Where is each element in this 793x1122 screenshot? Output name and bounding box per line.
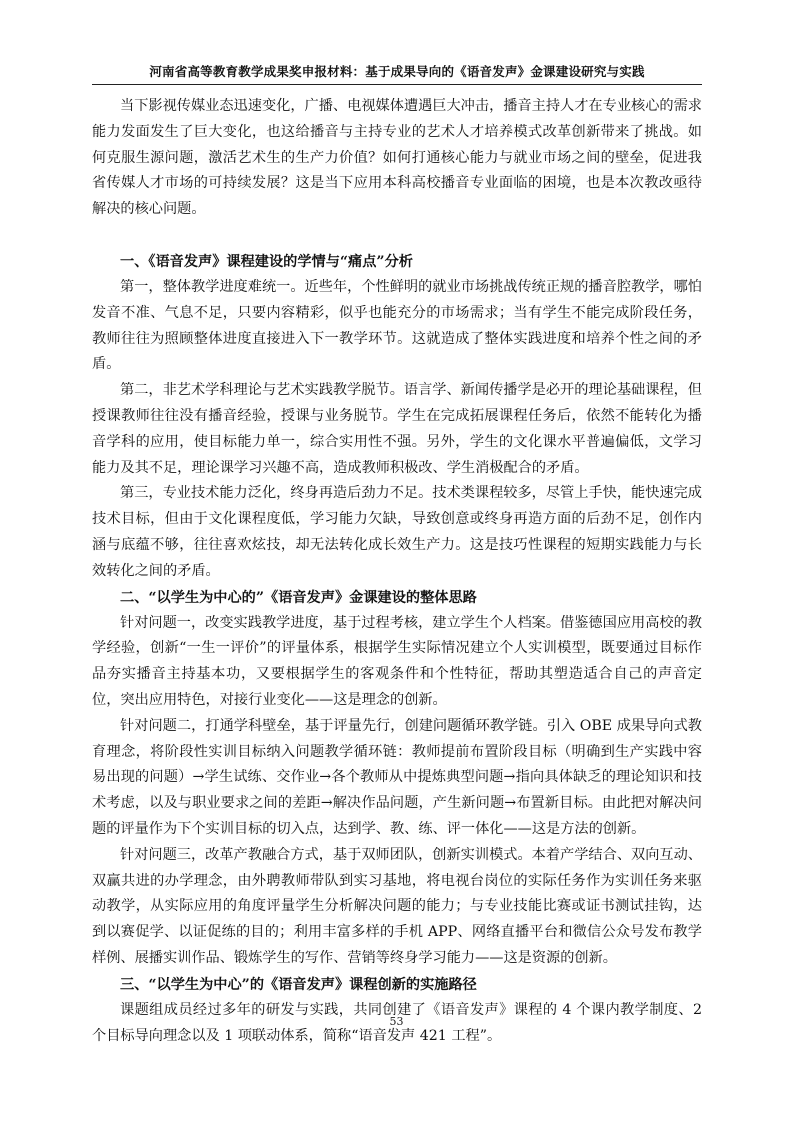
section-3-paragraph-1: 课题组成员经过多年的研发与实践，共同创建了《语音发声》课程的 4 个课内教学制度、2 个目标导向理念以及 1 项联动体系，简称“语音发声 421 工程”。: [92, 1001, 702, 1044]
section-1-paragraph-1: 第一，整体教学进度难统一。近些年，个性鲜明的就业市场挑战传统正规的播音腔教学，哪怕发音不准、气息不足，只要内容精彩，似乎也能充分的市场需求；当有学生不能完成阶段任务，教师往往为照顾整体进度直接进入下一教学环节。这就造成了整体实践进度和培养个性之间的矛盾。: [92, 278, 702, 373]
section-2-paragraph-3: 针对问题三，改革产教融合方式，基于双师团队，创新实训模式。本着产学结合、双向互动、双赢共进的办学理念，由外聘教师带队到实习基地，将电视台岗位的实际任务作为实训任务来驱动教学，从实际应用的角度评量学生分析解决问题的能力；与专业技能比赛或证书测试挂钩，达到以赛促学、以证促练的目的；利用丰富多样的手机 APP、网络直播平台和微信公众号发布教学样例、展播实训作品、锻炼学生的写作、营销等终身学习能力——这是资源的创新。: [92, 846, 702, 966]
page-header-title: 河南省高等教育教学成果奖申报材料：基于成果导向的《语音发声》金课建设研究与实践: [149, 64, 645, 79]
section-2-heading: 二、“以学生为中心的”《语音发声》金课建设的整体思路: [120, 589, 477, 606]
section-1-heading: 一、《语音发声》课程建设的学情与“痛点”分析: [120, 253, 413, 270]
section-1-paragraph-2: 第二，非艺术学科理论与艺术实践教学脱节。语言学、新闻传播学是必开的理论基础课程，但授课教师往往没有播音经验，授课与业务脱节。学生在完成拓展课程任务后，依然不能转化为播音学科的应用，使目标能力单一，综合实用性不强。另外，学生的文化课水平普遍偏低，文学习能力及其不足，理论课学习兴趣不高，造成教师积极改、学生消极配合的矛盾。: [92, 382, 702, 476]
section-1-paragraph-3: 第三，专业技术能力泛化，终身再造后劲力不足。技术类课程较多，尽管上手快，能快速完成技术目标，但由于文化课程度低，学习能力欠缺，导致创意或终身再造方面的后劲不足，创作内涵与底蕴不够，往往喜欢炫技，却无法转化成长效生产力。这是技巧性课程的短期实践能力与长效转化之间的矛盾。: [92, 485, 702, 579]
intro-paragraph: 当下影视传媒业态迅速变化，广播、电视媒体遭遇巨大冲击，播音主持人才在专业核心的需求能力发面发生了巨大变化，也这给播音与主持专业的艺术人才培养模式改革创新带来了挑战。如何克服生源问题，激活艺术生的生产力价值？如何打通核心能力与就业市场之间的壁垒，促进我省传媒人才市场的可持续发展？这是当下应用本科高校播音专业面临的困境，也是本次教改亟待解决的核心问题。: [92, 98, 702, 218]
header-rule: [92, 84, 702, 85]
section-3-heading: 三、“以学生为中心”的《语音发声》课程创新的实施路径: [120, 976, 477, 993]
document-body: [92, 94, 702, 1049]
section-2-paragraph-2: 针对问题二，打通学科壁垒，基于评量先行，创建问题循环教学链。引入 OBE 成果导向式教育理念，将阶段性实训目标纳入问题教学循环链：教师提前布置阶段目标（明确到生产实践中容易出现的问题）→学生试练、交作业→各个教师从中提炼典型问题→指向具体缺乏的理论知识和技术考虑，以及与职业要求之间的差距→解决作品问题，产生新问题→布置新目标。由此把对解决问题的评量作为下个实训目标的切入点，达到学、教、练、评一体化——这是方法的创新。: [92, 717, 702, 837]
page-number: 53: [389, 1015, 404, 1028]
section-2-paragraph-1: 针对问题一，改变实践教学进度，基于过程考核，建立学生个人档案。借鉴德国应用高校的教学经验，创新“一生一评价”的评量体系，根据学生实际情况建立个人实训模型，既要通过目标作品夯实播音主持基本功，又要根据学生的客观条件和个性特征，帮助其塑造适合自己的声音定位，突出应用特色，对接行业变化——这是理念的创新。: [92, 614, 702, 708]
